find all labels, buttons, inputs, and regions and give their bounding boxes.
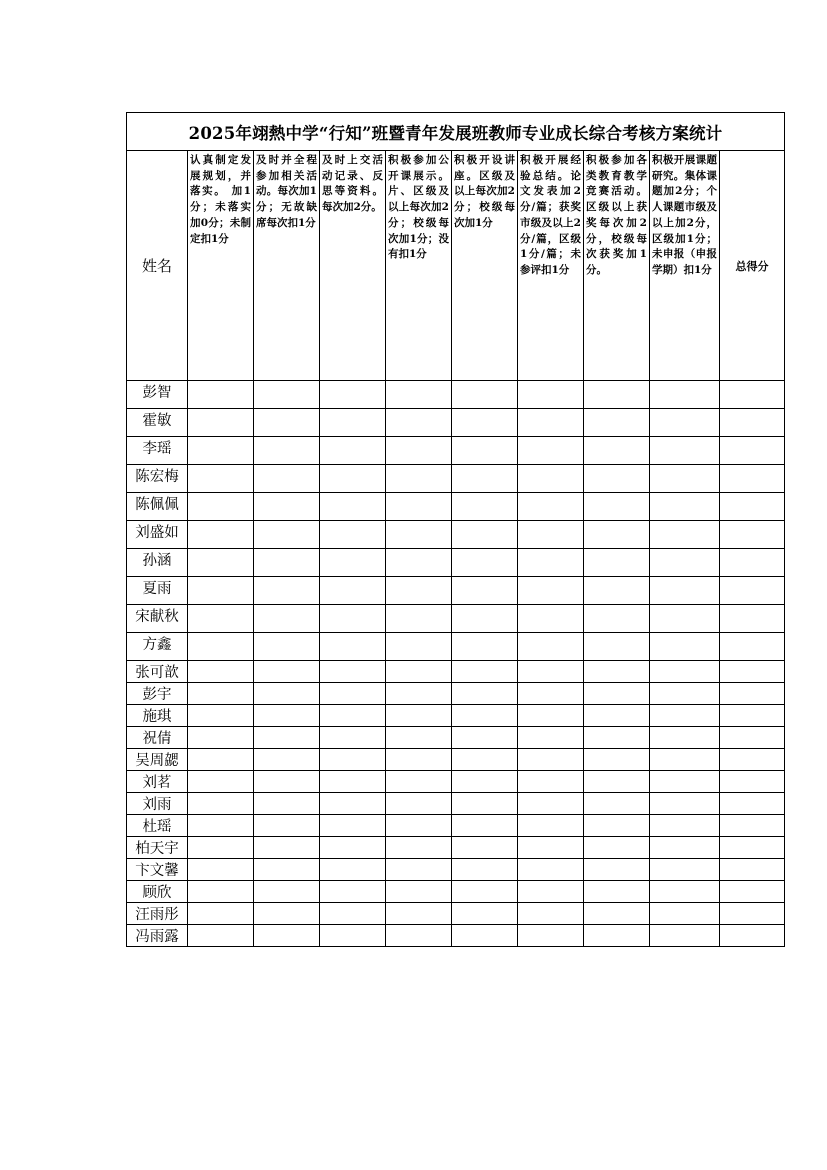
score-cell[interactable] bbox=[584, 859, 650, 881]
score-cell[interactable] bbox=[518, 437, 584, 465]
score-cell[interactable] bbox=[452, 683, 518, 705]
score-cell[interactable] bbox=[320, 661, 386, 683]
score-cell[interactable] bbox=[188, 521, 254, 549]
score-cell[interactable] bbox=[452, 815, 518, 837]
score-cell[interactable] bbox=[650, 409, 720, 437]
score-cell[interactable] bbox=[650, 465, 720, 493]
score-cell[interactable] bbox=[320, 409, 386, 437]
criterion-header-7: 积极参加各类教育教学竞赛活动。区级以上获奖每次加2分，校级每次获奖加1分。 bbox=[584, 151, 650, 381]
score-cell[interactable] bbox=[452, 771, 518, 793]
score-cell[interactable] bbox=[254, 815, 320, 837]
table-row bbox=[127, 493, 785, 521]
score-cell[interactable] bbox=[650, 881, 720, 903]
score-cell[interactable] bbox=[650, 793, 720, 815]
total-score-cell[interactable] bbox=[720, 577, 785, 605]
score-cell[interactable] bbox=[452, 749, 518, 771]
score-cell[interactable] bbox=[386, 837, 452, 859]
total-score-header: 总得分 bbox=[720, 151, 785, 381]
name-column-header: 姓名 bbox=[127, 151, 188, 381]
score-cell[interactable] bbox=[320, 605, 386, 633]
total-score-cell[interactable] bbox=[720, 881, 785, 903]
table-row bbox=[127, 633, 785, 661]
total-score-cell[interactable] bbox=[720, 493, 785, 521]
score-cell[interactable] bbox=[518, 837, 584, 859]
score-cell[interactable] bbox=[386, 771, 452, 793]
criterion-header-1: 认真制定发展规划，并落实。 加1分；未落实加0分；未制定扣1分 bbox=[188, 151, 254, 381]
teacher-name: 卞文馨 bbox=[127, 859, 188, 881]
total-score-cell[interactable] bbox=[720, 749, 785, 771]
score-cell[interactable] bbox=[518, 881, 584, 903]
score-cell[interactable] bbox=[188, 493, 254, 521]
score-cell[interactable] bbox=[254, 705, 320, 727]
score-cell[interactable] bbox=[386, 815, 452, 837]
score-cell[interactable] bbox=[518, 465, 584, 493]
score-cell[interactable] bbox=[254, 577, 320, 605]
score-cell[interactable] bbox=[254, 661, 320, 683]
teacher-name: 陈宏梅 bbox=[127, 465, 188, 493]
score-cell[interactable] bbox=[188, 577, 254, 605]
teacher-name: 陈佩佩 bbox=[127, 493, 188, 521]
score-cell[interactable] bbox=[188, 409, 254, 437]
score-cell[interactable] bbox=[650, 771, 720, 793]
teacher-rows bbox=[127, 381, 785, 947]
teacher-name: 方鑫 bbox=[127, 633, 188, 661]
score-cell[interactable] bbox=[650, 727, 720, 749]
score-cell[interactable] bbox=[188, 549, 254, 577]
score-cell[interactable] bbox=[254, 749, 320, 771]
score-cell[interactable] bbox=[320, 465, 386, 493]
score-cell[interactable] bbox=[650, 749, 720, 771]
score-cell[interactable] bbox=[452, 793, 518, 815]
total-score-cell[interactable] bbox=[720, 727, 785, 749]
table-row bbox=[127, 903, 785, 925]
score-cell[interactable] bbox=[386, 859, 452, 881]
total-score-cell[interactable] bbox=[720, 521, 785, 549]
teacher-name: 施琪 bbox=[127, 705, 188, 727]
score-cell[interactable] bbox=[452, 549, 518, 577]
score-cell[interactable] bbox=[584, 683, 650, 705]
score-cell[interactable] bbox=[518, 605, 584, 633]
score-cell[interactable] bbox=[584, 749, 650, 771]
teacher-name: 李瑶 bbox=[127, 437, 188, 465]
score-cell[interactable] bbox=[518, 859, 584, 881]
score-cell[interactable] bbox=[254, 493, 320, 521]
score-cell[interactable] bbox=[188, 661, 254, 683]
total-score-cell[interactable] bbox=[720, 549, 785, 577]
score-cell[interactable] bbox=[584, 727, 650, 749]
score-cell[interactable] bbox=[188, 633, 254, 661]
teacher-name: 彭宇 bbox=[127, 683, 188, 705]
score-cell[interactable] bbox=[254, 521, 320, 549]
score-cell[interactable] bbox=[518, 793, 584, 815]
criterion-header-6: 积极开展经验总结。论文发表加2分/篇；获奖市级及以上2分/篇，区级1分/篇；未参评扣1分 bbox=[518, 151, 584, 381]
score-cell[interactable] bbox=[320, 683, 386, 705]
table-row bbox=[127, 793, 785, 815]
score-cell[interactable] bbox=[386, 633, 452, 661]
score-cell[interactable] bbox=[386, 881, 452, 903]
score-cell[interactable] bbox=[584, 437, 650, 465]
score-cell[interactable] bbox=[188, 605, 254, 633]
score-cell[interactable] bbox=[584, 493, 650, 521]
score-cell[interactable] bbox=[518, 493, 584, 521]
score-cell[interactable] bbox=[320, 815, 386, 837]
score-cell[interactable] bbox=[452, 727, 518, 749]
score-cell[interactable] bbox=[650, 859, 720, 881]
total-score-cell[interactable] bbox=[720, 793, 785, 815]
total-score-cell[interactable] bbox=[720, 605, 785, 633]
score-cell[interactable] bbox=[518, 727, 584, 749]
score-cell[interactable] bbox=[518, 683, 584, 705]
score-cell[interactable] bbox=[188, 381, 254, 409]
teacher-name: 杜瑶 bbox=[127, 815, 188, 837]
score-cell[interactable] bbox=[518, 521, 584, 549]
score-cell[interactable] bbox=[386, 793, 452, 815]
score-cell[interactable] bbox=[650, 577, 720, 605]
table-row bbox=[127, 727, 785, 749]
score-cell[interactable] bbox=[320, 837, 386, 859]
score-cell[interactable] bbox=[188, 793, 254, 815]
score-cell[interactable] bbox=[584, 881, 650, 903]
score-cell[interactable] bbox=[650, 605, 720, 633]
score-cell[interactable] bbox=[452, 859, 518, 881]
score-cell[interactable] bbox=[254, 683, 320, 705]
score-cell[interactable] bbox=[320, 493, 386, 521]
score-cell[interactable] bbox=[650, 549, 720, 577]
table-row bbox=[127, 683, 785, 705]
score-cell[interactable] bbox=[518, 705, 584, 727]
teacher-name: 顾欣 bbox=[127, 881, 188, 903]
criterion-header-8: 积极开展课题研究。集体课题加2分；个人课题市级及以上加2分，区级加1分；未申报（申报学期）扣1分 bbox=[650, 151, 720, 381]
score-cell[interactable] bbox=[452, 881, 518, 903]
score-cell[interactable] bbox=[386, 465, 452, 493]
score-cell[interactable] bbox=[188, 749, 254, 771]
score-cell[interactable] bbox=[254, 549, 320, 577]
score-cell[interactable] bbox=[386, 381, 452, 409]
teacher-name: 张可歆 bbox=[127, 661, 188, 683]
total-score-cell[interactable] bbox=[720, 859, 785, 881]
score-cell[interactable] bbox=[188, 705, 254, 727]
total-score-cell[interactable] bbox=[720, 437, 785, 465]
score-cell[interactable] bbox=[386, 683, 452, 705]
table-row bbox=[127, 815, 785, 837]
total-score-cell[interactable] bbox=[720, 409, 785, 437]
score-cell[interactable] bbox=[584, 705, 650, 727]
teacher-name: 汪雨彤 bbox=[127, 903, 188, 925]
score-cell[interactable] bbox=[386, 661, 452, 683]
table-row bbox=[127, 881, 785, 903]
score-cell[interactable] bbox=[254, 381, 320, 409]
score-cell[interactable] bbox=[452, 521, 518, 549]
score-cell[interactable] bbox=[518, 661, 584, 683]
score-cell[interactable] bbox=[320, 771, 386, 793]
score-cell[interactable] bbox=[386, 493, 452, 521]
table-row bbox=[127, 771, 785, 793]
score-cell[interactable] bbox=[254, 437, 320, 465]
score-cell[interactable] bbox=[584, 409, 650, 437]
score-cell[interactable] bbox=[650, 903, 720, 925]
table-row bbox=[127, 705, 785, 727]
score-cell[interactable] bbox=[386, 409, 452, 437]
score-cell[interactable] bbox=[188, 771, 254, 793]
score-cell[interactable] bbox=[584, 771, 650, 793]
criterion-header-5: 积极开设讲座。区级及以上每次加2分；校级每次加1分 bbox=[452, 151, 518, 381]
score-cell[interactable] bbox=[386, 437, 452, 465]
score-cell[interactable] bbox=[320, 749, 386, 771]
score-cell[interactable] bbox=[518, 577, 584, 605]
score-cell[interactable] bbox=[452, 409, 518, 437]
score-cell[interactable] bbox=[650, 683, 720, 705]
score-cell[interactable] bbox=[188, 683, 254, 705]
score-cell[interactable] bbox=[452, 837, 518, 859]
score-cell[interactable] bbox=[650, 633, 720, 661]
score-cell[interactable] bbox=[584, 633, 650, 661]
score-cell[interactable] bbox=[650, 815, 720, 837]
score-cell[interactable] bbox=[650, 437, 720, 465]
score-cell[interactable] bbox=[254, 793, 320, 815]
score-cell[interactable] bbox=[386, 749, 452, 771]
score-cell[interactable] bbox=[320, 903, 386, 925]
score-cell[interactable] bbox=[188, 925, 254, 947]
score-cell[interactable] bbox=[452, 661, 518, 683]
score-cell[interactable] bbox=[386, 903, 452, 925]
total-score-cell[interactable] bbox=[720, 683, 785, 705]
score-cell[interactable] bbox=[188, 903, 254, 925]
score-cell[interactable] bbox=[452, 925, 518, 947]
score-cell[interactable] bbox=[584, 549, 650, 577]
teacher-name: 彭智 bbox=[127, 381, 188, 409]
criterion-header-2: 及时并全程参加相关活动。每次加1分；无故缺席每次扣1分 bbox=[254, 151, 320, 381]
score-cell[interactable] bbox=[650, 381, 720, 409]
page-title: 2025年翊熱中学“行知”班暨青年发展班教师专业成长综合考核方案统计 bbox=[127, 113, 785, 151]
score-cell[interactable] bbox=[320, 437, 386, 465]
score-cell[interactable] bbox=[584, 903, 650, 925]
score-cell[interactable] bbox=[254, 633, 320, 661]
teacher-name: 刘雨 bbox=[127, 793, 188, 815]
assessment-table bbox=[126, 112, 785, 947]
score-cell[interactable] bbox=[254, 903, 320, 925]
total-score-cell[interactable] bbox=[720, 815, 785, 837]
teacher-name: 祝倩 bbox=[127, 727, 188, 749]
total-score-cell[interactable] bbox=[720, 771, 785, 793]
score-cell[interactable] bbox=[452, 705, 518, 727]
score-cell[interactable] bbox=[650, 661, 720, 683]
table-row bbox=[127, 465, 785, 493]
score-cell[interactable] bbox=[320, 577, 386, 605]
teacher-name: 宋献秋 bbox=[127, 605, 188, 633]
score-cell[interactable] bbox=[254, 409, 320, 437]
teacher-name: 刘盛如 bbox=[127, 521, 188, 549]
teacher-name: 孙涵 bbox=[127, 549, 188, 577]
score-cell[interactable] bbox=[518, 903, 584, 925]
score-cell[interactable] bbox=[518, 381, 584, 409]
header-row bbox=[127, 151, 785, 381]
teacher-name: 刘茗 bbox=[127, 771, 188, 793]
score-cell[interactable] bbox=[254, 605, 320, 633]
score-cell[interactable] bbox=[518, 549, 584, 577]
score-cell[interactable] bbox=[188, 727, 254, 749]
score-cell[interactable] bbox=[320, 881, 386, 903]
score-cell[interactable] bbox=[452, 493, 518, 521]
table-row bbox=[127, 409, 785, 437]
table-row bbox=[127, 521, 785, 549]
score-cell[interactable] bbox=[650, 521, 720, 549]
teacher-name: 柏天宇 bbox=[127, 837, 188, 859]
score-cell[interactable] bbox=[320, 705, 386, 727]
table-row bbox=[127, 605, 785, 633]
score-cell[interactable] bbox=[254, 727, 320, 749]
score-cell[interactable] bbox=[386, 727, 452, 749]
teacher-name: 冯雨露 bbox=[127, 925, 188, 947]
score-cell[interactable] bbox=[188, 837, 254, 859]
criterion-header-3: 及时上交活动记录、反思等资料。每次加2分。 bbox=[320, 151, 386, 381]
table-row bbox=[127, 749, 785, 771]
table-row bbox=[127, 437, 785, 465]
score-cell[interactable] bbox=[650, 493, 720, 521]
score-cell[interactable] bbox=[452, 577, 518, 605]
score-cell[interactable] bbox=[452, 605, 518, 633]
teacher-name: 夏雨 bbox=[127, 577, 188, 605]
criterion-header-4: 积极参加公开课展示。片、区级及以上每次加2分；校级每次加1分；没有扣1分 bbox=[386, 151, 452, 381]
table-row bbox=[127, 661, 785, 683]
score-cell[interactable] bbox=[386, 549, 452, 577]
total-score-cell[interactable] bbox=[720, 465, 785, 493]
total-score-cell[interactable] bbox=[720, 661, 785, 683]
score-cell[interactable] bbox=[584, 793, 650, 815]
score-cell[interactable] bbox=[254, 465, 320, 493]
score-cell[interactable] bbox=[188, 437, 254, 465]
score-cell[interactable] bbox=[386, 521, 452, 549]
score-cell[interactable] bbox=[650, 705, 720, 727]
score-cell[interactable] bbox=[188, 815, 254, 837]
score-cell[interactable] bbox=[584, 465, 650, 493]
score-cell[interactable] bbox=[320, 925, 386, 947]
table-row bbox=[127, 859, 785, 881]
score-cell[interactable] bbox=[320, 521, 386, 549]
teacher-name: 吴周勰 bbox=[127, 749, 188, 771]
score-cell[interactable] bbox=[188, 881, 254, 903]
score-cell[interactable] bbox=[452, 437, 518, 465]
score-cell[interactable] bbox=[518, 409, 584, 437]
table-row bbox=[127, 549, 785, 577]
score-cell[interactable] bbox=[254, 837, 320, 859]
total-score-cell[interactable] bbox=[720, 705, 785, 727]
score-cell[interactable] bbox=[320, 727, 386, 749]
score-cell[interactable] bbox=[452, 633, 518, 661]
score-cell[interactable] bbox=[518, 925, 584, 947]
score-cell[interactable] bbox=[386, 925, 452, 947]
score-cell[interactable] bbox=[584, 815, 650, 837]
table-row bbox=[127, 577, 785, 605]
score-cell[interactable] bbox=[452, 465, 518, 493]
score-cell[interactable] bbox=[584, 381, 650, 409]
score-cell[interactable] bbox=[584, 925, 650, 947]
score-cell[interactable] bbox=[188, 465, 254, 493]
teacher-name: 霍敏 bbox=[127, 409, 188, 437]
score-cell[interactable] bbox=[452, 381, 518, 409]
total-score-cell[interactable] bbox=[720, 925, 785, 947]
title-row bbox=[127, 113, 785, 151]
score-cell[interactable] bbox=[584, 837, 650, 859]
score-cell[interactable] bbox=[518, 815, 584, 837]
score-cell[interactable] bbox=[584, 577, 650, 605]
score-cell[interactable] bbox=[386, 605, 452, 633]
score-cell[interactable] bbox=[320, 859, 386, 881]
table-row bbox=[127, 925, 785, 947]
total-score-cell[interactable] bbox=[720, 381, 785, 409]
score-cell[interactable] bbox=[320, 549, 386, 577]
score-cell[interactable] bbox=[518, 633, 584, 661]
score-cell[interactable] bbox=[518, 749, 584, 771]
score-cell[interactable] bbox=[254, 881, 320, 903]
score-cell[interactable] bbox=[452, 903, 518, 925]
table-row bbox=[127, 837, 785, 859]
score-cell[interactable] bbox=[518, 771, 584, 793]
score-cell[interactable] bbox=[254, 771, 320, 793]
total-score-cell[interactable] bbox=[720, 633, 785, 661]
score-cell[interactable] bbox=[320, 381, 386, 409]
score-cell[interactable] bbox=[188, 859, 254, 881]
score-cell[interactable] bbox=[254, 859, 320, 881]
score-cell[interactable] bbox=[584, 661, 650, 683]
score-cell[interactable] bbox=[386, 577, 452, 605]
table-row bbox=[127, 381, 785, 409]
score-cell[interactable] bbox=[650, 925, 720, 947]
score-cell[interactable] bbox=[584, 605, 650, 633]
total-score-cell[interactable] bbox=[720, 837, 785, 859]
total-score-cell[interactable] bbox=[720, 903, 785, 925]
score-cell[interactable] bbox=[320, 633, 386, 661]
score-cell[interactable] bbox=[320, 793, 386, 815]
score-cell[interactable] bbox=[584, 521, 650, 549]
score-cell[interactable] bbox=[650, 837, 720, 859]
score-cell[interactable] bbox=[254, 925, 320, 947]
score-cell[interactable] bbox=[386, 705, 452, 727]
